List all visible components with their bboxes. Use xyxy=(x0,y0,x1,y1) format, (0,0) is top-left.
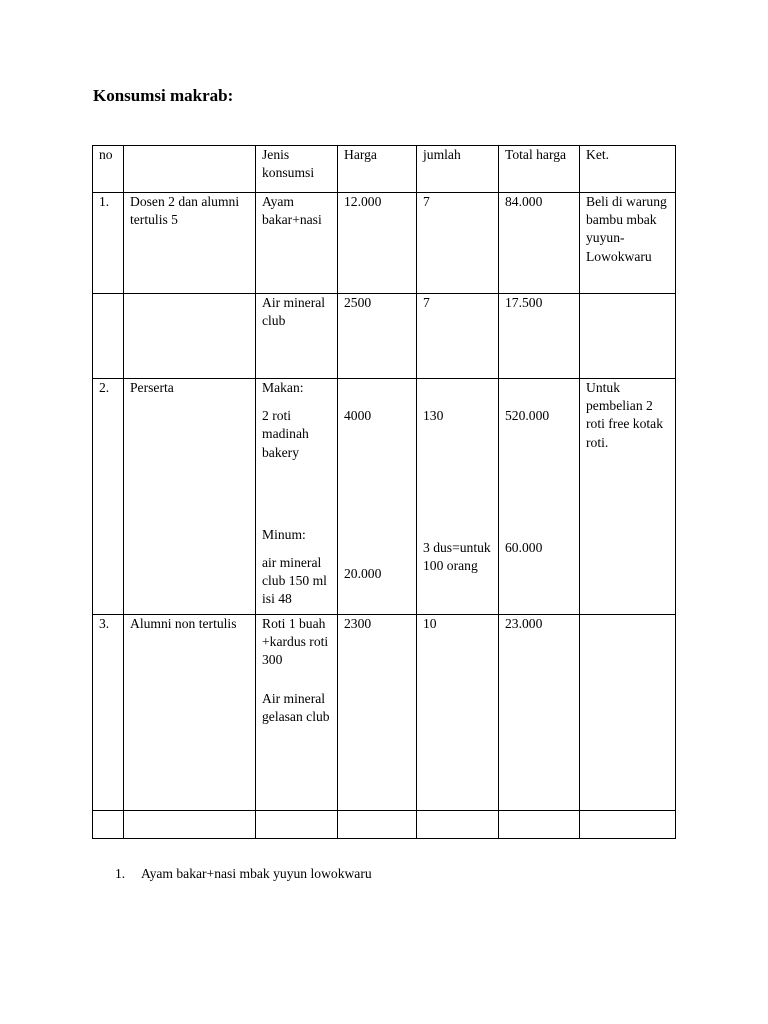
header-harga: Harga xyxy=(338,146,417,193)
row2-makan-total: 520.000 xyxy=(505,408,550,423)
row3-no: 3. xyxy=(93,615,124,811)
row1-jenis: Ayam bakar+nasi xyxy=(256,193,338,294)
row1-harga: 12.000 xyxy=(338,193,417,294)
header-jumlah: jumlah xyxy=(417,146,499,193)
row2-minum-item: air mineral club 150 ml isi 48 xyxy=(262,555,327,607)
consumption-table xyxy=(92,145,676,839)
row3-harga: 2300 xyxy=(338,615,417,811)
footnote-item xyxy=(115,866,372,882)
row2-name: Perserta xyxy=(124,379,256,615)
row1-jumlah: 7 xyxy=(417,193,499,294)
row1-total: 84.000 xyxy=(499,193,580,294)
row2-makan-harga: 4000 xyxy=(344,408,372,423)
header-name xyxy=(124,146,256,193)
row2-minum-jumlah: 3 dus=untuk 100 orang xyxy=(423,540,491,574)
row2-makan-item: 2 roti madinah bakery xyxy=(262,408,309,460)
row3-ket xyxy=(580,615,676,811)
row2-jenis xyxy=(256,379,338,615)
row2-minum-harga: 20.000 xyxy=(344,566,382,582)
row1-ket: Beli di warung bambu mbak yuyun-Lowokwaru xyxy=(580,193,676,294)
row2-minum-total: 60.000 xyxy=(505,540,543,556)
header-jenis: Jenis konsumsi xyxy=(256,146,338,193)
table-row xyxy=(93,615,676,811)
row2-harga xyxy=(338,379,417,615)
row1b-total: 17.500 xyxy=(499,294,580,379)
table-row xyxy=(93,379,676,615)
empty-cell xyxy=(417,811,499,839)
row1b-jenis: Air mineral club xyxy=(256,294,338,379)
row1b-no xyxy=(93,294,124,379)
row2-makan-jumlah: 130 xyxy=(423,408,444,423)
table-header-row xyxy=(93,146,676,193)
empty-cell xyxy=(499,811,580,839)
row1b-harga: 2500 xyxy=(338,294,417,379)
row1b-jumlah: 7 xyxy=(417,294,499,379)
row2-makan-label: Makan: xyxy=(262,380,304,395)
document-title: Konsumsi makrab: xyxy=(93,86,234,105)
footnote-list xyxy=(115,866,372,882)
header-ket: Ket. xyxy=(580,146,676,193)
row3-jenis-b: Air mineral gelasan club xyxy=(262,690,330,724)
row3-name: Alumni non tertulis xyxy=(124,615,256,811)
table-row xyxy=(93,193,676,294)
row1-name: Dosen 2 dan alumni tertulis 5 xyxy=(124,193,256,294)
header-no: no xyxy=(93,146,124,193)
row1b-name xyxy=(124,294,256,379)
empty-cell xyxy=(338,811,417,839)
header-total: Total harga xyxy=(499,146,580,193)
footnote-number: 1. xyxy=(115,866,126,881)
empty-cell xyxy=(256,811,338,839)
row3-jenis xyxy=(256,615,338,811)
row3-jenis-a: Roti 1 buah +kardus roti 300 xyxy=(262,616,329,668)
row2-no: 2. xyxy=(93,379,124,615)
row1b-ket xyxy=(580,294,676,379)
row2-total xyxy=(499,379,580,615)
row3-total: 23.000 xyxy=(499,615,580,811)
row2-ket: Untuk pembelian 2 roti free kotak roti. xyxy=(580,379,676,615)
row2-minum-label: Minum: xyxy=(262,526,306,542)
table-row xyxy=(93,294,676,379)
footnote-text: Ayam bakar+nasi mbak yuyun lowokwaru xyxy=(141,866,372,881)
row3-jumlah: 10 xyxy=(417,615,499,811)
empty-cell xyxy=(93,811,124,839)
empty-cell xyxy=(580,811,676,839)
empty-cell xyxy=(124,811,256,839)
row2-jumlah xyxy=(417,379,499,615)
table-row-empty xyxy=(93,811,676,839)
row1-no: 1. xyxy=(93,193,124,294)
